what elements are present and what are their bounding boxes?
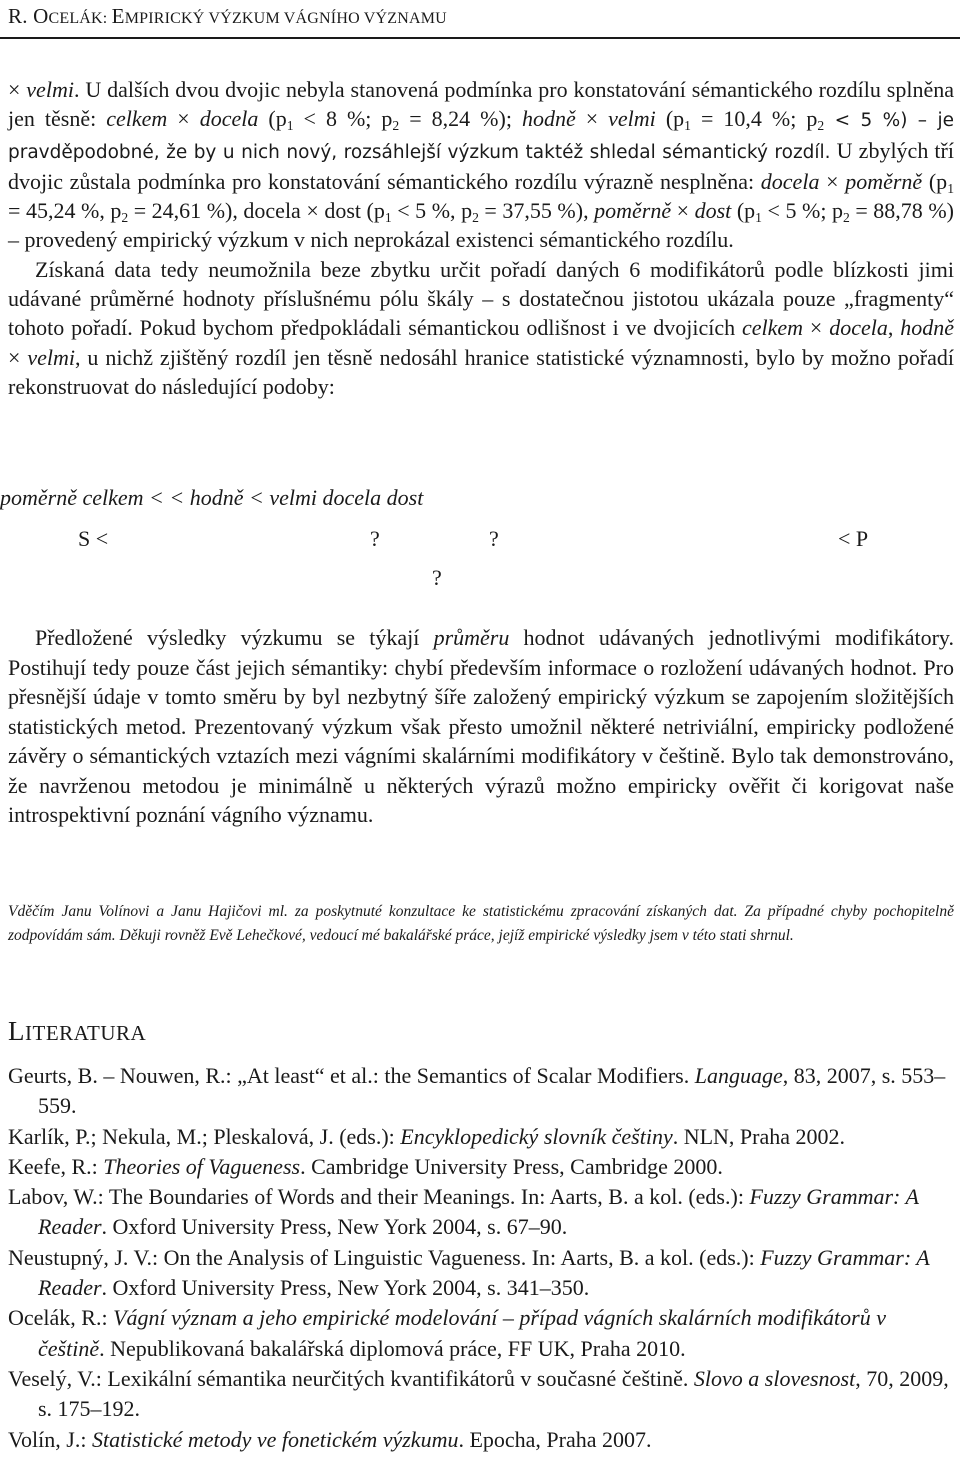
reference-item [8,1364,954,1425]
ref-italic: Fuzzy Grammar: A Reader [38,1184,919,1240]
text: = 45,24 %, p [8,198,122,224]
subscript: 2 [472,210,479,226]
ref-text: Keefe, R.: [8,1153,104,1179]
subscript: 2 [817,118,825,134]
literature-heading [8,1016,146,1047]
text: × [803,315,830,341]
reference-item [8,1122,954,1152]
ref-text: Geurts, B. – Nouwen, R.: „At least“ et al.: the Semantics of Scalar Modifiers. [8,1063,695,1088]
text: (p [655,106,685,132]
text: < 5 %; p [761,198,843,224]
text: dost [694,198,732,224]
text: < 8 %; p [293,106,393,132]
subscript: 1 [947,180,954,196]
reference-item [8,1303,954,1364]
ref-text: Labov, W.: The Boundaries of Words and their Meanings. In: Aarts, B. a kol. (eds.): [8,1184,750,1210]
ref-italic: Fuzzy Grammar: A Reader [38,1244,930,1301]
subscript: 1 [286,118,294,134]
ref-text: Ocelák, R.: [8,1305,114,1331]
text: = 37,55 %), [478,198,595,224]
subscript: 1 [755,210,762,226]
text: (p [258,106,287,132]
text: = 24,61 %), docela × dost (p [128,198,385,224]
text: = 10,4 %; p [690,106,818,132]
text: , [887,315,901,341]
subscript: 2 [843,210,850,226]
text: velmi [26,77,74,102]
scheme-hodne: < hodně [169,485,244,510]
text: × [671,198,695,224]
text: hodně [900,315,954,341]
text: (p [731,198,756,224]
paragraph-1 [8,75,954,401]
ref-italic: Statistické metody ve fonetickém výzkumu [91,1426,459,1452]
subscript: 1 [684,118,691,134]
text: Získaná data tedy neumožnila beze zbytku určit pořadí daných 6 modifikátorů podle blízkosti jimi udávané průměrné hodnoty příslušnému pólu škály – s dostatečnou jistotou ukázala pouze „fragmenty“ tohoto pořadí. Pokud bychom předpokládali sémantickou odlišnost i ve dvojicích [8,256,954,341]
scheme-pomerne: poměrně [0,485,77,510]
text: × [8,77,27,102]
ref-text: . NLN, Praha 2002. [672,1123,846,1149]
ref-text: , 70, 2009, s. 175–192. [38,1365,949,1422]
heading-initial: L [8,1016,25,1046]
ref-text: . Oxford University Press, New York 2004, s. 67–90. [101,1214,568,1240]
text: hodně [521,106,576,132]
running-header [8,4,952,29]
ref-text: Karlík, P.; Nekula, M.; Pleskalová, J. (eds.): [8,1123,401,1149]
ref-text: Veselý, V.: Lexikální sémantika neurčitých kvantifikátorů v současné češtině. [8,1365,694,1391]
text: < 5 %, p [391,198,473,224]
text: velmi [27,344,75,370]
text: = 8,24 %); [399,106,522,132]
text: × [167,106,200,132]
text: × [575,106,609,132]
scheme-question: ? [489,526,499,551]
ordering-scheme [0,485,960,595]
header-title-initial: E [111,4,125,28]
paragraph-3 [8,623,954,830]
ref-text: , 83, 2007, s. 553–559. [38,1063,946,1119]
text: celkem [742,315,804,341]
header-rule [0,37,960,39]
text: U zbylých tří dvojic zůstala podmínka pro konstatování sémantického rozdílu výrazně nesplněna: [8,137,954,194]
scheme-question: ? [370,526,380,551]
scheme-question: ? [432,565,442,590]
subscript: 2 [392,118,400,134]
reference-item [8,1152,954,1182]
text: velmi [608,106,656,132]
text: průměru [433,625,510,650]
scheme-p: < P [838,526,869,551]
paragraph-2 [8,255,954,401]
header-initial: R. O [8,4,49,28]
ref-text: . Epocha, Praha 2007. [458,1426,652,1452]
scheme-celkem: celkem < [82,485,164,510]
scheme-docela: docela [322,485,382,510]
reference-item [8,1243,954,1304]
ref-text: . Oxford University Press, New York 2004, s. 341–350. [101,1275,590,1301]
text: poměrně [845,168,923,194]
header-title-rest: MPIRICKÝ VÝZKUM VÁGNÍHO VÝZNAMU [124,10,447,27]
text: Předložené výsledky výzkumu se týkají [35,625,434,650]
text: × [819,168,846,194]
reference-list [8,1061,954,1455]
header-author-rest: CELÁK: [48,10,112,27]
reference-item [8,1061,954,1122]
ref-italic: Slovo a slovesnost [693,1365,856,1391]
text: poměrně [594,198,672,224]
text: hodnot udávaných jednotlivými modifikátory. Postihují tedy pouze část jejich sémantiky: chybí především informace o rozložení udávaných hodnot. Pro přesnější údaje v tomto směru by byl nezbytný šíře založený empirický výzkum se zapojením složitějších statistických metod. Prezentovaný výzkum však přesto umožnil některé netriviální, empiricky podložené závěry o sémantických vztazích mezi vágními skalárními modifikátory v češtině. Bylo tak demonstrováno, že navrženou metodou je minimálně u některých výrazů možno empiricky ověřit či korigovat naše introspektivní poznání vágního významu. [8,625,954,827]
reference-item [8,1425,954,1455]
heading-rest: ITERATURA [25,1021,147,1045]
ref-italic: Language [694,1063,783,1088]
acknowledgement: Vděčím Janu Volínovi a Janu Hajičovi ml. za poskytnuté konzultace ke statistickému zpracování získaných dat. Za případné chyby pochopitelně zodpovídám sám. Děkuji rovněž Evě Lehečkové, vedoucí mé bakalářské práce, jejíž empirické výsledky jsem v této stati shrnul. [8,903,954,944]
text: (p [922,168,948,194]
ref-text: Neustupný, J. V.: On the Analysis of Linguistic Vagueness. In: Aarts, B. a kol. (eds.): [8,1244,761,1270]
text: = 88,78 %) – provedený empirický výzkum v nich neprokázal existenci sémantického rozdílu. [8,198,954,253]
ref-italic: Theories of Vagueness [103,1153,301,1179]
ref-text: . Nepublikovaná bakalářská diplomová práce, FF UK, Praha 2010. [99,1335,686,1361]
text: . U dalších dvou dvojic nebyla stanovená podmínka pro konstatování sémantického rozdílu splněna jen těsně: [8,77,954,132]
scheme-dost: dost [386,485,424,510]
text: docela [760,168,820,194]
ref-italic: Encyklopedický slovník češtiny [400,1123,673,1149]
ref-text: . Cambridge University Press, Cambridge 2000. [300,1153,723,1179]
reference-item [8,1182,954,1243]
text: docela [199,106,259,132]
text: < 5 %) – je pravděpodobné, že by u nich nový, rozsáhlejší výzkum taktéž shledal sémantický rozdíl. [8,110,954,163]
subscript: 1 [384,210,392,226]
text: docela [829,315,888,341]
subscript: 2 [121,210,129,226]
text: , u nichž zjištěný rozdíl jen těsně nedosáhl hranice statistické významnosti, bylo by možno pořadí rekonstruovat do následující podoby: [8,344,954,399]
scheme-s: S < [78,526,109,551]
text: × [8,344,28,370]
ref-italic: Vágní význam a jeho empirické modelování – případ vágních skalárních modifikátorů v češtině [38,1305,886,1361]
text: celkem [106,106,168,132]
ref-text: Volín, J.: [8,1426,92,1452]
scheme-velmi: < velmi [249,485,318,510]
